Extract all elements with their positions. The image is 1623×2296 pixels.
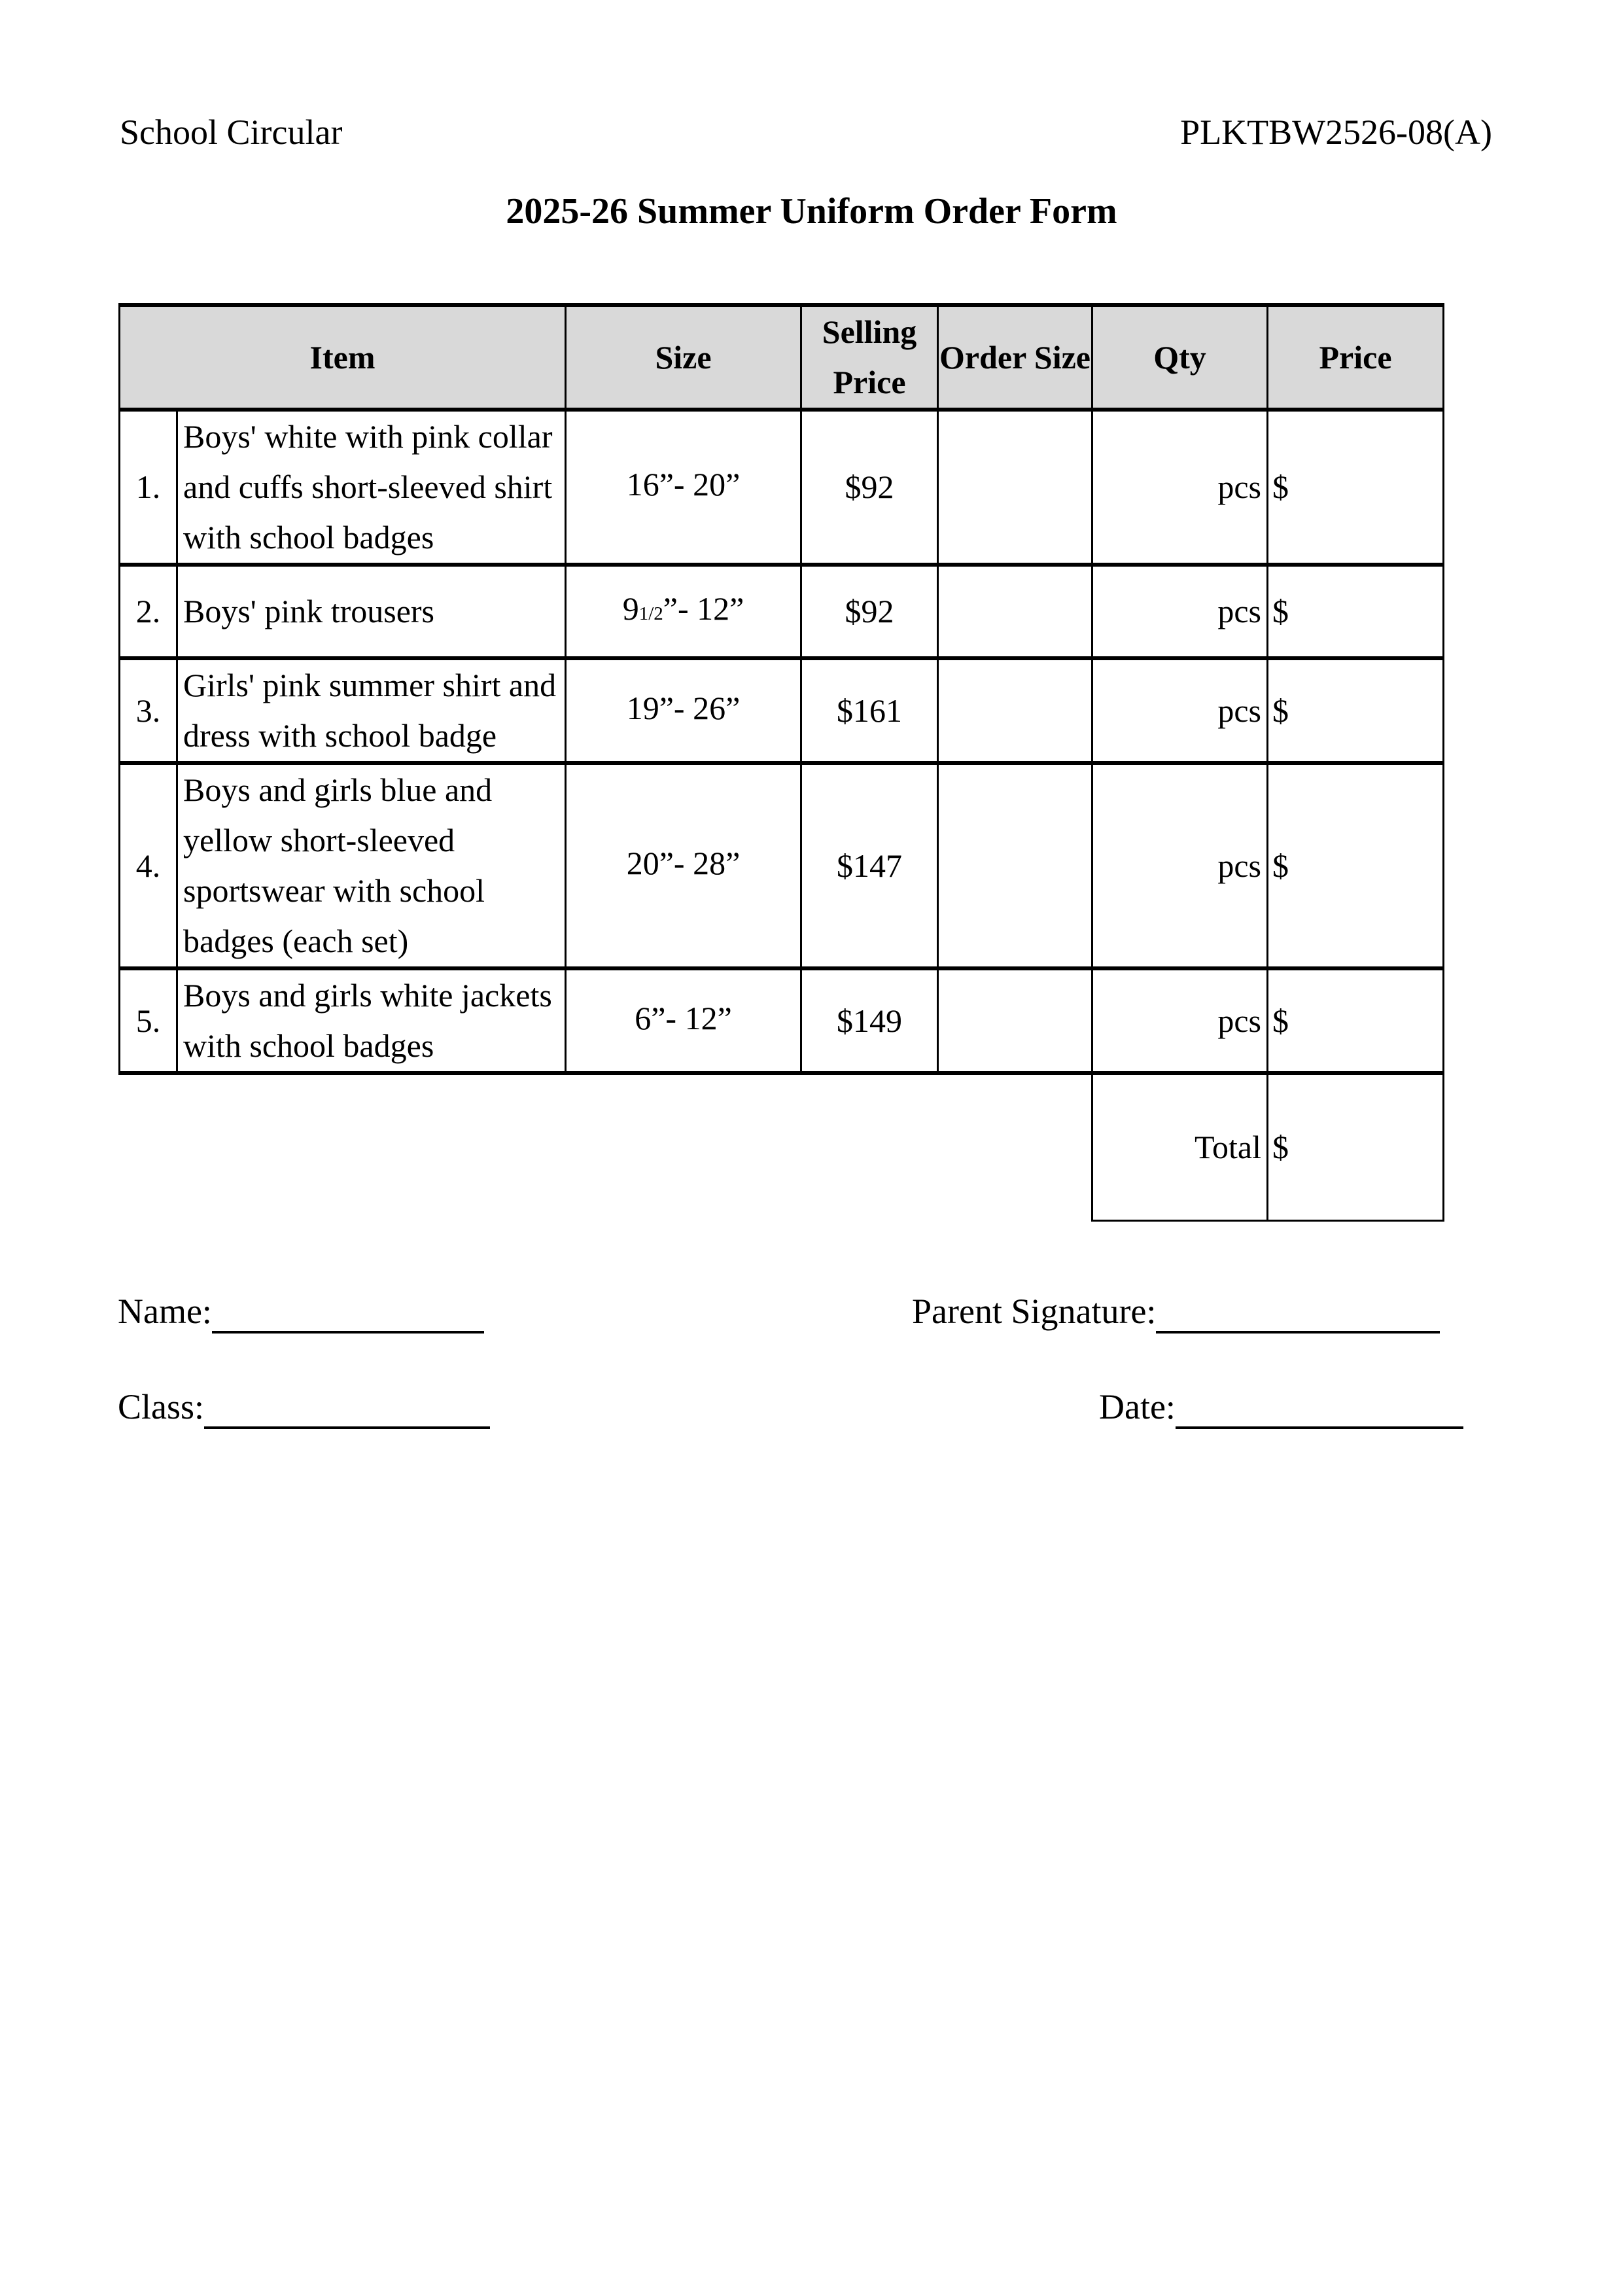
price-currency-sign: $: [1268, 658, 1444, 763]
size-value: [566, 968, 801, 1073]
size-text: 6”- 12”: [635, 999, 732, 1036]
column-header-selling-price: Selling Price: [801, 305, 938, 410]
table-row: [120, 658, 1444, 763]
total-row: [120, 1073, 1444, 1220]
name-field: [118, 1290, 484, 1333]
column-header-price: Price: [1268, 305, 1444, 410]
price-currency-sign: $: [1268, 565, 1444, 658]
parent-signature-blank-line: [1156, 1298, 1440, 1333]
parent-signature-label: Parent Signature:: [912, 1292, 1157, 1331]
selling-price-value: $92: [801, 565, 938, 658]
order-size-blank-cell: [938, 658, 1092, 763]
qty-unit-label: pcs: [1092, 565, 1268, 658]
qty-unit-label: pcs: [1092, 763, 1268, 968]
size-value: [566, 565, 801, 658]
order-size-blank-cell: [938, 410, 1092, 565]
column-header-qty: Qty: [1092, 305, 1268, 410]
size-text: 16”- 20”: [626, 466, 741, 503]
item-number: 5.: [120, 968, 177, 1073]
selling-price-value: $92: [801, 410, 938, 565]
name-label: Name:: [118, 1292, 212, 1331]
date-field: [1099, 1386, 1463, 1429]
table-header-row: [120, 305, 1444, 410]
size-value: [566, 410, 801, 565]
class-label: Class:: [118, 1387, 205, 1426]
order-size-blank-cell: [938, 763, 1092, 968]
total-row-spacer: [120, 1073, 1092, 1220]
table-row: [120, 763, 1444, 968]
form-title: 2025-26 Summer Uniform Order Form: [506, 191, 1117, 232]
item-description: Boys' pink trousers: [177, 565, 566, 658]
size-value: [566, 658, 801, 763]
column-header-item: Item: [120, 305, 566, 410]
total-currency-sign: $: [1268, 1073, 1444, 1220]
price-currency-sign: $: [1268, 968, 1444, 1073]
size-value: [566, 763, 801, 968]
selling-price-value: $161: [801, 658, 938, 763]
price-currency-sign: $: [1268, 410, 1444, 565]
qty-unit-label: pcs: [1092, 410, 1268, 565]
order-size-blank-cell: [938, 565, 1092, 658]
item-description: Boys and girls blue and yellow short-sleeved sportswear with school badges (each set): [177, 763, 566, 968]
size-text: 20”- 28”: [626, 844, 741, 881]
selling-price-value: $149: [801, 968, 938, 1073]
size-fraction: 1/2: [638, 603, 663, 624]
date-blank-line: [1176, 1394, 1463, 1429]
doc-reference-number: PLKTBW2526-08(A): [1180, 113, 1492, 152]
parent-signature-field: [912, 1290, 1440, 1333]
name-blank-line: [212, 1298, 484, 1333]
uniform-order-table: [118, 303, 1444, 1222]
qty-unit-label: pcs: [1092, 968, 1268, 1073]
date-label: Date:: [1099, 1387, 1176, 1426]
item-description: Girls' pink summer shirt and dress with school badge: [177, 658, 566, 763]
item-number: 3.: [120, 658, 177, 763]
size-text-rest: ”- 12”: [663, 590, 744, 627]
column-header-size: Size: [566, 305, 801, 410]
table-row: [120, 410, 1444, 565]
order-size-blank-cell: [938, 968, 1092, 1073]
total-label: Total: [1092, 1073, 1268, 1220]
class-blank-line: [204, 1394, 490, 1429]
item-number: 2.: [120, 565, 177, 658]
document-header: [120, 111, 1492, 153]
column-header-order-size: Order Size: [938, 305, 1092, 410]
size-text: 9: [622, 590, 639, 627]
class-field: [118, 1386, 490, 1429]
item-number: 4.: [120, 763, 177, 968]
item-description: Boys' white with pink collar and cuffs short-sleeved shirt with school badges: [177, 410, 566, 565]
doc-type-label: School Circular: [120, 113, 343, 152]
table-row: [120, 968, 1444, 1073]
table-row: [120, 565, 1444, 658]
selling-price-value: $147: [801, 763, 938, 968]
item-number: 1.: [120, 410, 177, 565]
size-text: 19”- 26”: [626, 689, 741, 726]
item-description: Boys and girls white jackets with school badges: [177, 968, 566, 1073]
qty-unit-label: pcs: [1092, 658, 1268, 763]
price-currency-sign: $: [1268, 763, 1444, 968]
